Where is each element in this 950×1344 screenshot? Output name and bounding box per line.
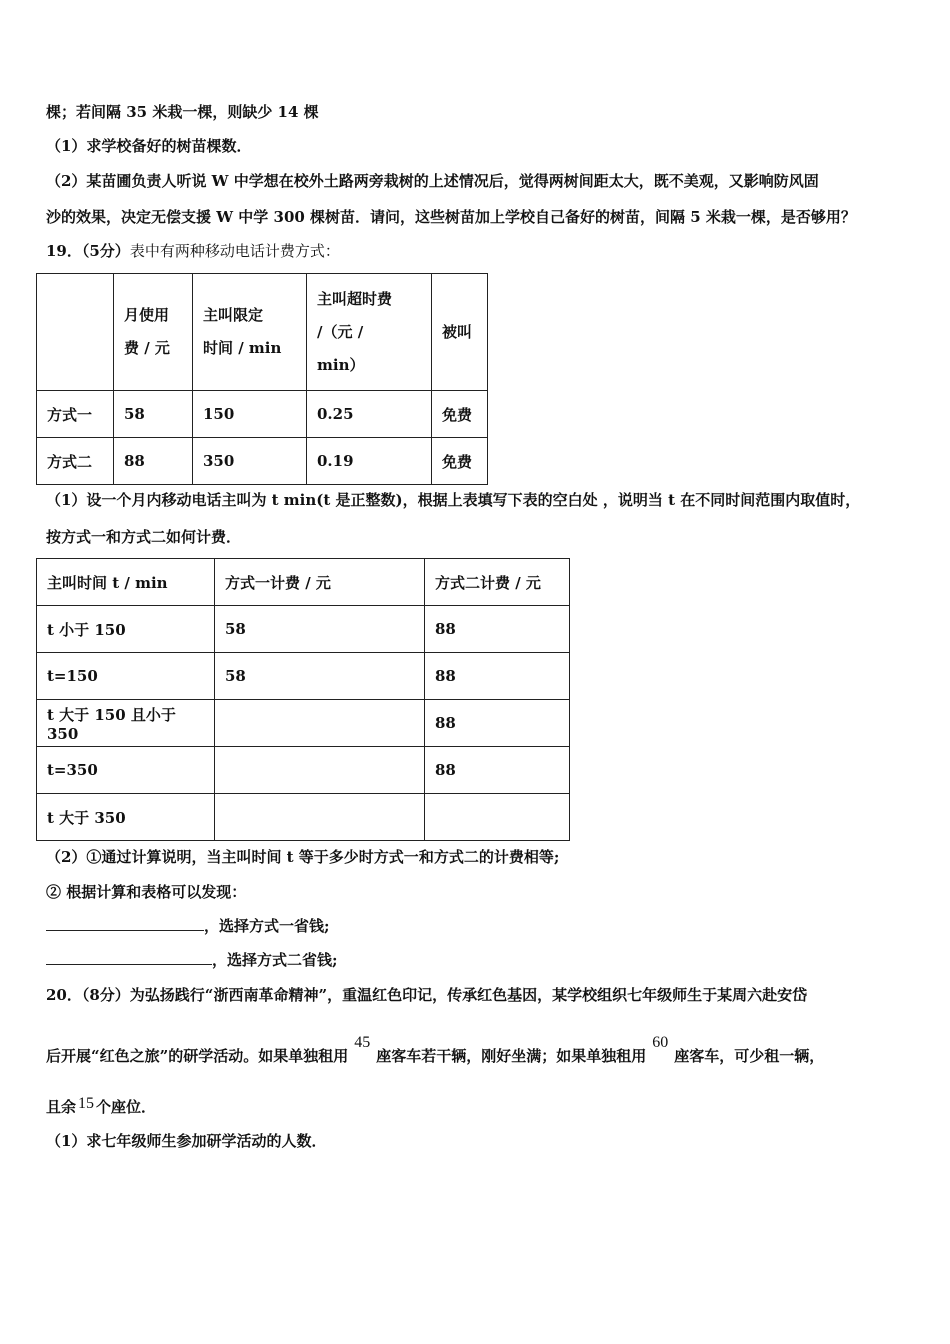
table-row [37,794,570,841]
question-19-number: 19．（5分） [46,242,130,260]
table-row [37,653,570,700]
number-15: 15 [78,1095,95,1112]
answer-blank [46,916,204,931]
table-cell: 88 [425,606,570,653]
table-header-cell: 方式一计费 / 元 [215,559,425,606]
text-segment: 座客车，可少租一辆， [674,1047,825,1065]
table-cell: t 大于 150 且小于 350 [37,700,215,747]
table-cell: 58 [215,606,425,653]
table-cell: 方式二 [37,438,114,485]
text-segment: 个座位． [96,1098,157,1116]
table-cell: 0.19 [307,438,432,485]
table-cell: 58 [215,653,425,700]
answer-blank [46,950,212,965]
number-60: 60 [652,1034,669,1051]
question-18-part-1: （1）求学校备好的树苗棵数． [46,137,252,155]
table-cell: 88 [425,747,570,794]
table-cell-blank [425,794,570,841]
table-header-row [37,274,488,391]
table-cell: 88 [114,438,193,485]
blank-tail-text: ，选择方式一省钱; [204,917,330,935]
text-segment: 后开展“红色之旅”的研学活动。如果单独租用 [46,1047,349,1065]
table-row [37,747,570,794]
question-20-line-3 [46,1097,156,1118]
question-18-part-2-line-2: 沙的效果，决定无偿支援 W 中学 300 棵树苗．请问，这些树苗加上学校自己备好的树苗，间隔 5 米栽一棵，是否够用？ [46,208,856,226]
table-cell-blank [215,747,425,794]
table-row [37,606,570,653]
text-segment: 且余 [46,1098,77,1116]
table-cell: 150 [193,391,307,438]
table-cell: 方式一 [37,391,114,438]
table-row [37,391,488,438]
table-row [37,438,488,485]
table-header-cell: 方式二计费 / 元 [425,559,570,606]
table-header-cell: 主叫限定 时间 / min [193,274,307,391]
question-19-stem-text: 表中有两种移动电话计费方式： [129,242,340,260]
table-header-row [37,559,570,606]
table-row [37,700,570,747]
blank-tail-text: ，选择方式二省钱; [212,951,338,969]
table-cell: t 大于 350 [37,794,215,841]
text-segment: 座客车若干辆，刚好坐满；如果单独租用 [376,1047,647,1065]
question-20-part-1: （1）求七年级师生参加研学活动的人数． [46,1132,327,1150]
table-header-cell: 主叫超时费 /（元 / min） [307,274,432,391]
text-line-1: 棵；若间隔 35 米栽一棵，则缺少 14 棵 [46,103,319,121]
table-cell: t=350 [37,747,215,794]
question-19-part-2-line-1: （2）①通过计算说明，当主叫时间 t 等于多少时方式一和方式二的计费相等; [46,848,560,866]
billing-plans-table [36,273,488,485]
table-cell: t 小于 150 [37,606,215,653]
number-45: 45 [354,1034,371,1051]
question-19-stem [46,241,340,261]
question-20-line-2 [46,1034,825,1067]
table-header-cell: 被叫 [432,274,488,391]
table-cell: 免费 [432,391,488,438]
fill-in-table [36,558,570,841]
table-cell: 88 [425,653,570,700]
table-cell: t=150 [37,653,215,700]
table-cell: 免费 [432,438,488,485]
table-header-cell: 月使用 费 / 元 [114,274,193,391]
table-cell: 88 [425,700,570,747]
question-20-line-1: 20．（8分）为弘扬践行“浙西南革命精神”，重温红色印记，传承红色基因，某学校组织七年级师生于某周六赴安岱 [46,986,808,1004]
question-19-part-1-line-1: （1）设一个月内移动电话主叫为 t min(t 是正整数)，根据上表填写下表的空白处 ，说明当 t 在不同时间范围内取值时， [46,491,861,509]
table-cell-blank [215,700,425,747]
question-19-part-2-line-4 [46,950,338,970]
table-cell: 0.25 [307,391,432,438]
question-19-part-2-line-2: ② 根据计算和表格可以发现： [46,883,247,901]
question-19-part-1-line-2: 按方式一和方式二如何计费． [46,528,242,546]
table-cell: 58 [114,391,193,438]
question-18-part-2-line-1: （2）某苗圃负责人听说 W 中学想在校外土路两旁栽树的上述情况后，觉得两树间距太大，既不美观，又影响防风固 [46,172,819,190]
table-cell: 350 [193,438,307,485]
table-header-cell [37,274,114,391]
question-19-part-2-line-3 [46,916,330,936]
table-cell-blank [215,794,425,841]
table-header-cell: 主叫时间 t / min [37,559,215,606]
